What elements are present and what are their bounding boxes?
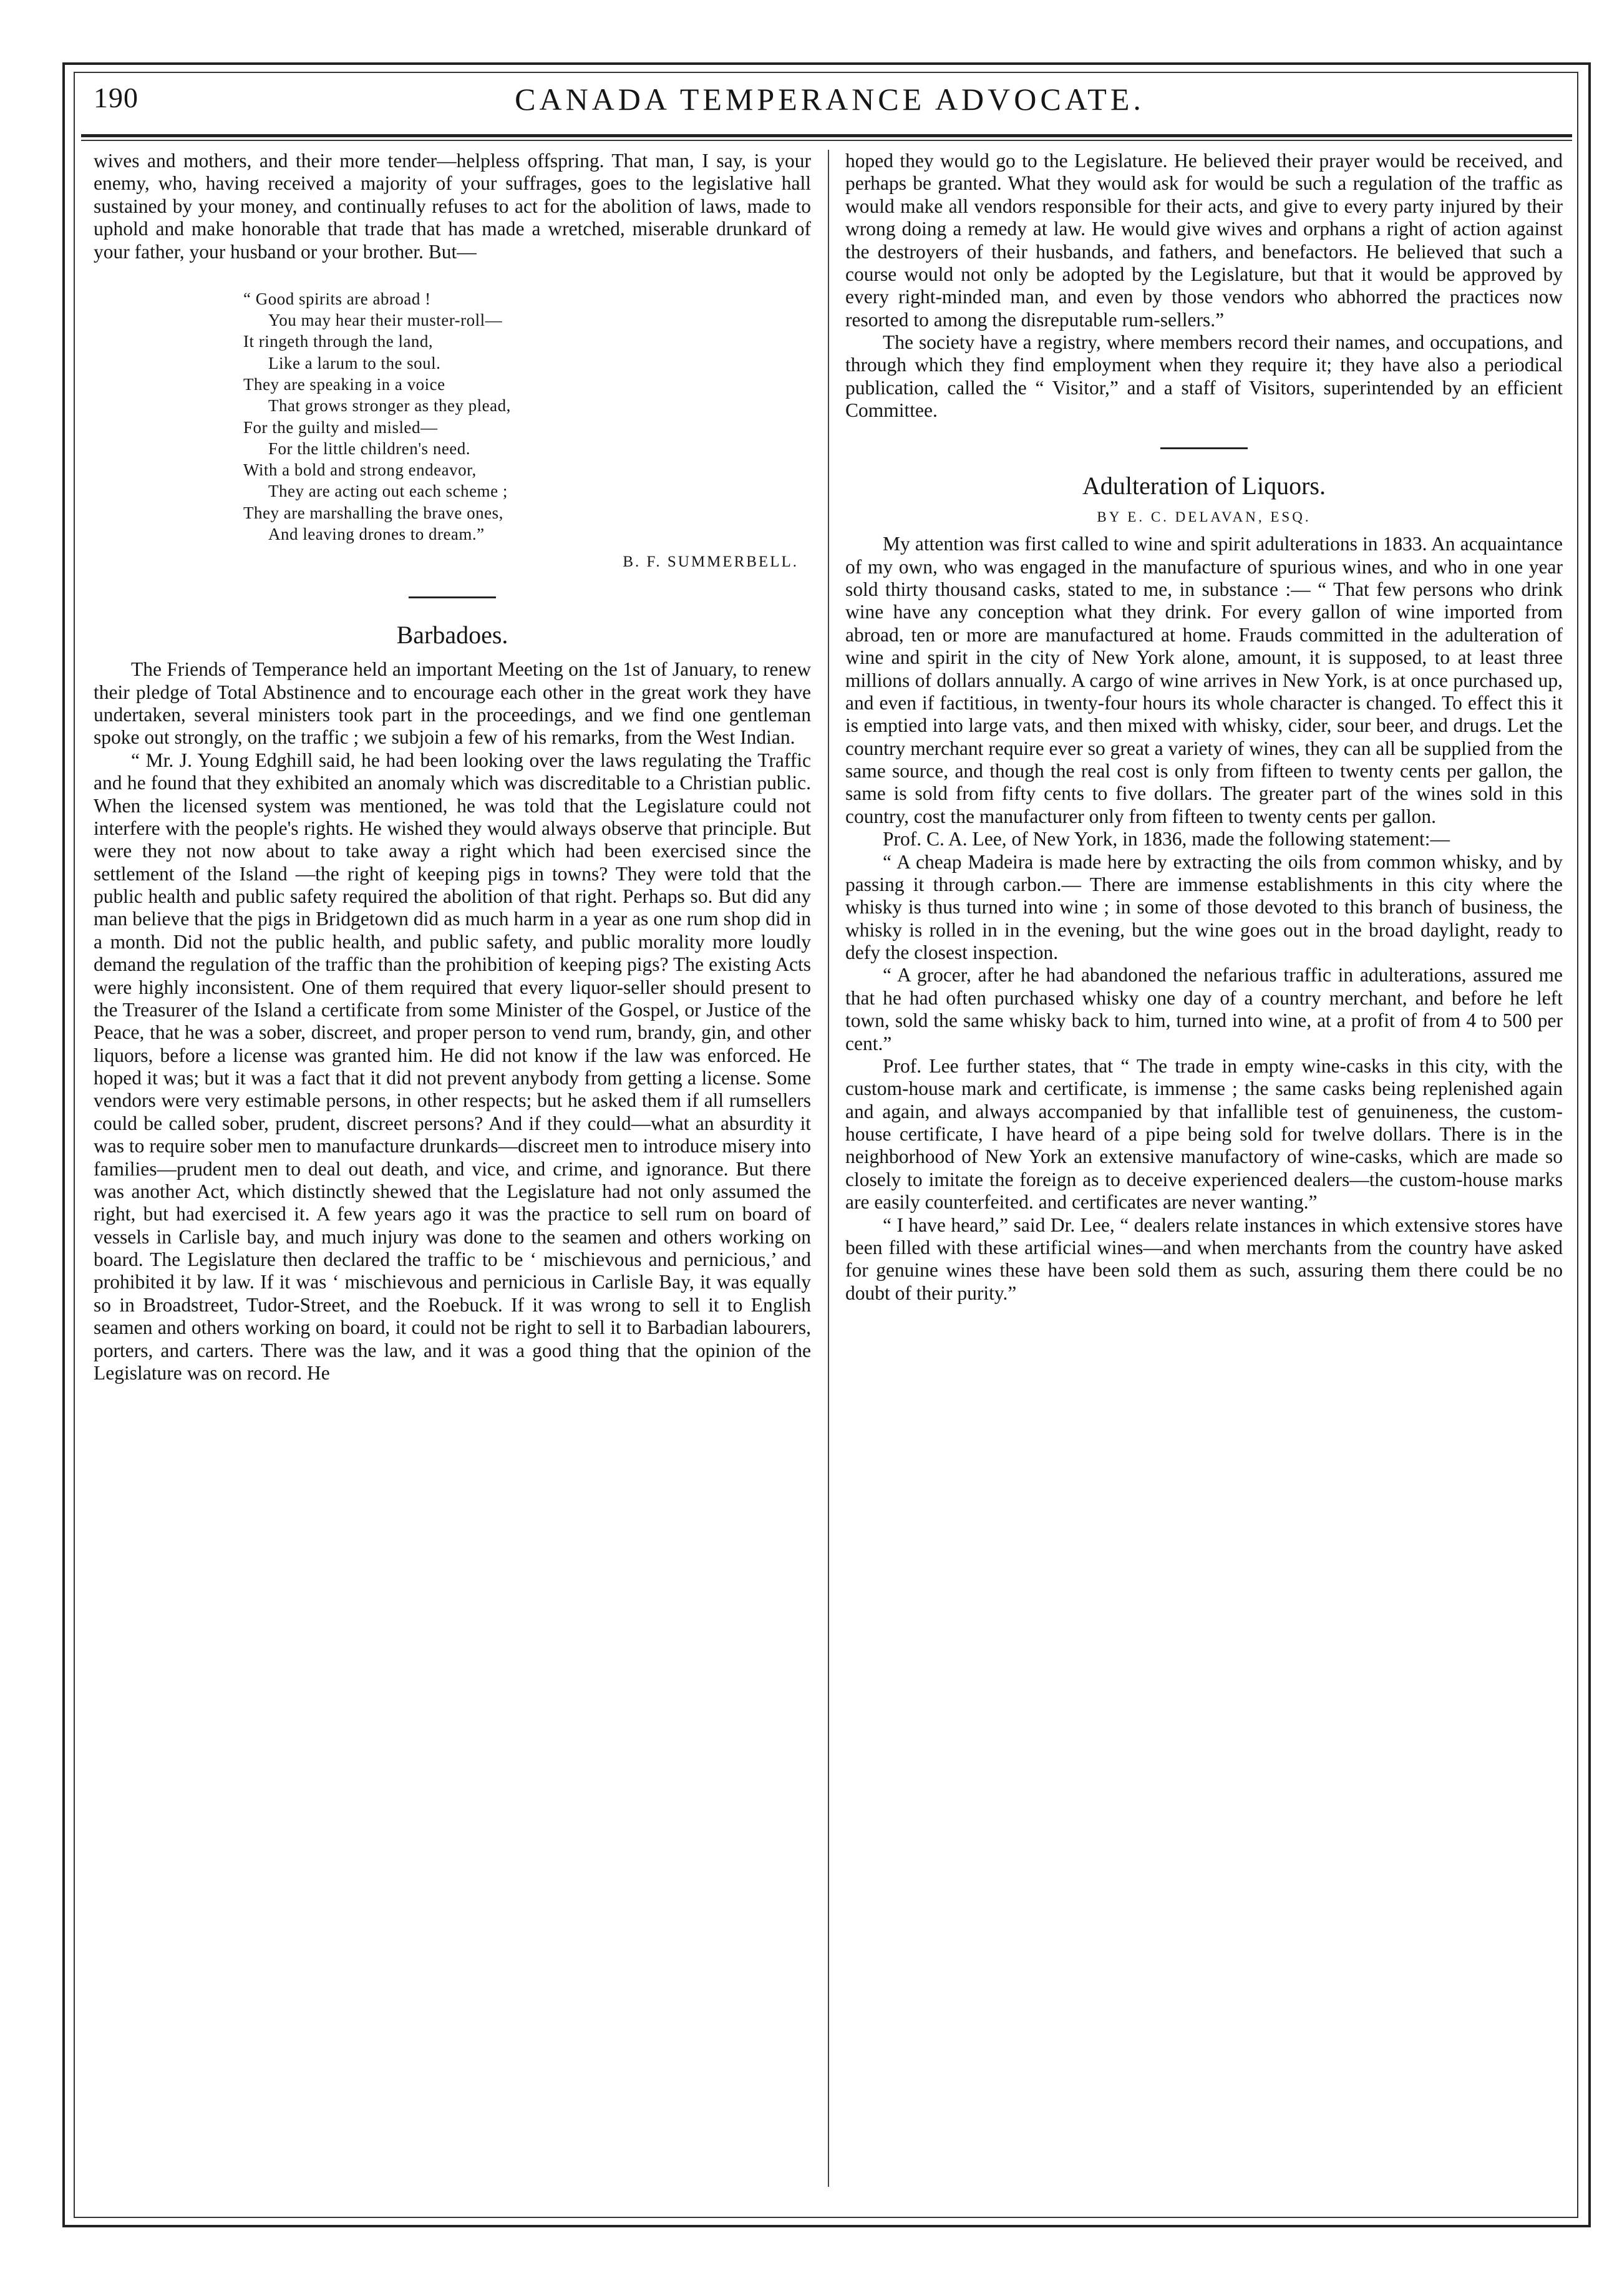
poem-line: And leaving drones to dream.” (268, 524, 485, 543)
article-paragraph: “ A cheap Madeira is made here by extracting the oils from common whisky, and by passing it through carbon.— There are immense establishments in this city where the whisky is thus turned into wine ; in some of those devoted to this branch of business, the whisky is rolled in in the evening, but the wine goes out in the broad daylight, ready to defy the closest inspection. (845, 850, 1563, 963)
poem-line: They are marshalling the brave ones, (243, 503, 503, 522)
article-paragraph: My attention was first called to wine and spirit adulterations in 1833. An acquaintance of my own, who was engaged in the manufacture of spurious wines, and who in one year sold thirty thousand casks, stated to me, in substance :— “ That few persons who drink wine have any conception what they drink. For every gallon of wine imported from abroad, ten or more are manufactured at home. Frauds committed in the adulteration of wine and spirit in the city of New York alone, amount, it is supposed, to at least three millions of dollars annually. A cargo of wine arrives in New York, is at once purchased up, and even if factitious, in twenty-four hours its whole character is changed. To effect this it is emptied into large vats, and then mixed with whisky, cider, sour beer, and drugs. Let the country merchant require ever so great a variety of wines, they can all be supplied from the same source, and though the real cost is only from fifteen to twenty cents per gallon, the same is sold from fifty cents to five dollars. The greater part of the wines sold in this country, cost the manufacturer only from fifteen to twenty cents per gallon. (845, 533, 1563, 827)
poem-line: That grows stronger as they plead, (268, 396, 511, 416)
poem (243, 288, 811, 545)
header-rule-thin (81, 140, 1572, 141)
article-paragraph: “ Mr. J. Young Edghill said, he had been looking over the laws regulating the Traffic and he found that they exhibited an anomaly which was discreditable to a Christian public. When the licensed system was mentioned, he was told that the Legislature could not interfere with the people's rights. He wished they would always observe that principle. But were they not now about to take away a right which had been exercised since the settlement of the Island —the right of keeping pigs in towns? They were told that the public health and public safety required the abolition of that right. Perhaps so. But did any man believe that the pigs in Bridgetown did as much harm in a year as one rum shop did in a month. Did not the public health, and public safety, and public morality more loudly demand the regulation of the traffic than the prohibition of keeping pigs? The existing Acts were highly inconsistent. One of them required that every liquor-seller should present to the Treasurer of the Island a certificate from some Minister of the Gospel, or Justice of the Peace, that he was a sober, discreet, and proper person to vend rum, brandy, gin, and other liquors, before a license was granted him. He did not know if the law was enforced. He hoped it was; but it was a fact that it did not prevent anybody from getting a license. Some vendors were very estimable persons, in other respects; but he asked them if all rumsellers could be called sober, prudent, discreet persons? And if they could—what an absurdity it was to require sober men to manufacture drunkards—discreet men to introduce misery into families—prudent men to deal out death, and vice, and crime, and ignorance. But there was another Act, which distinctly shewed that the Legislature had not only assumed the right, but had exercised it. A few years ago it was the practice to sell rum on board of vessels in Carlisle bay, and much injury was done to the seamen and others working on board. The Legislature then declared the traffic to be ‘ mischievous and pernicious,’ and prohibited it by law. If it was ‘ mischievous and pernicious in Carlisle Bay, it was equally so in Broadstreet, Tudor-Street, and the Roebuck. If it was wrong to sell it to English seamen and others working on board, it could not be right to sell it to Barbadian labourers, porters, and carters. There was the law, and it was a good thing that the opinion of the Legislature was on record. He (94, 749, 811, 1384)
article-byline: BY E. C. DELAVAN, ESQ. (1097, 508, 1311, 525)
poem-line: Like a larum to the soul. (268, 353, 441, 372)
article-paragraph: “ A grocer, after he had abandoned the nefarious traffic in adulterations, assured me that he had often purchased whisky one day of a country merchant, and before he left town, sold the same whisky back to him, turned into wine, at a profit of from 4 to 500 per cent.” (845, 964, 1563, 1054)
publication-title: CANADA TEMPERANCE ADVOCATE. (515, 82, 1145, 117)
article-paragraph: The society have a registry, where members record their names, and occupations, and through which they find employment when they require it; they have also a periodical publication, called the “ Visitor,” and a staff of Visitors, superintended by an efficient Committee. (845, 331, 1563, 422)
poem-line: It ringeth through the land, (243, 332, 434, 351)
continued-paragraph: hoped they would go to the Legislature. He believed their prayer would be received, and perhaps be granted. What they would ask for would be such a regulation of the traffic as would make all vendors responsible for their acts, and give to every party injured by their wrong doing a remedy at law. He would give wives and orphans a right of action against the destroyers of their husbands, and fathers, and benefactors. He believed that such a course would not only be adopted by the Legislature, but that it would be approved by every right-minded man, and even by those vendors who abhorred the practices now resorted to among the disreputable rum-sellers.” (845, 150, 1563, 331)
poem-line: They are acting out each scheme ; (268, 482, 508, 501)
section-separator (409, 596, 496, 598)
poem-line: “ Good spirits are abroad ! (243, 289, 431, 308)
left-column (94, 150, 811, 1384)
section-title-barbadoes: Barbadoes. (396, 621, 508, 649)
article-paragraph: Prof. C. A. Lee, of New York, in 1836, made the following statement:— (883, 828, 1450, 850)
column-divider (828, 150, 829, 2187)
poem-line: They are speaking in a voice (243, 375, 445, 394)
right-column (845, 150, 1563, 1305)
poem-line: For the little children's need. (268, 439, 471, 458)
page-number: 190 (94, 82, 138, 114)
poem-line: For the guilty and misled— (243, 417, 438, 437)
poem-line: You may hear their muster-roll— (268, 311, 503, 330)
poem-author: B. F. SUMMERBELL. (623, 553, 799, 571)
poem-line: With a bold and strong endeavor, (243, 460, 477, 480)
page-header (94, 81, 1566, 131)
header-rule (81, 134, 1572, 137)
article-paragraph: Prof. Lee further states, that “ The trade in empty wine-casks in this city, with the custom-house mark and certificate, is immense ; the same casks being replenished again and again, and always accompanied by that infallible test of genuineness, the custom-house certificate, I have heard of a pipe being sold for twelve dollars. There is in the neighborhood of New York an extensive manufactory of wine-casks, which are made so closely to imitate the foreign as to deceive experienced dealers—the custom-house marks are easily counterfeited. and certificates are never wanting.” (845, 1054, 1563, 1214)
continued-paragraph: wives and mothers, and their more tender—helpless offspring. That man, I say, is your enemy, who, having received a majority of your suffrages, goes to the legislative hall sustained by your money, and continually refuses to act for the abolition of laws, made to uphold and make honorable that trade that has made a wretched, miserable drunkard of your father, your husband or your brother. But— (94, 150, 811, 263)
article-paragraph: “ I have heard,” said Dr. Lee, “ dealers relate instances in which extensive stores have been filled with these artificial wines—and when merchants from the country have asked for genuine wines these have been sold them as such, assuring them there could be no doubt of their purity.” (845, 1214, 1563, 1304)
section-title-adulteration: Adulteration of Liquors. (1082, 471, 1326, 500)
section-separator (1160, 447, 1248, 449)
article-paragraph: The Friends of Temperance held an important Meeting on the 1st of January, to renew their pledge of Total Abstinence and to encourage each other in the great work they have undertaken, several ministers took part in the proceedings, and we find one gentleman spoke out strongly, on the traffic ; we subjoin a few of his remarks, from the West Indian. (94, 658, 811, 749)
